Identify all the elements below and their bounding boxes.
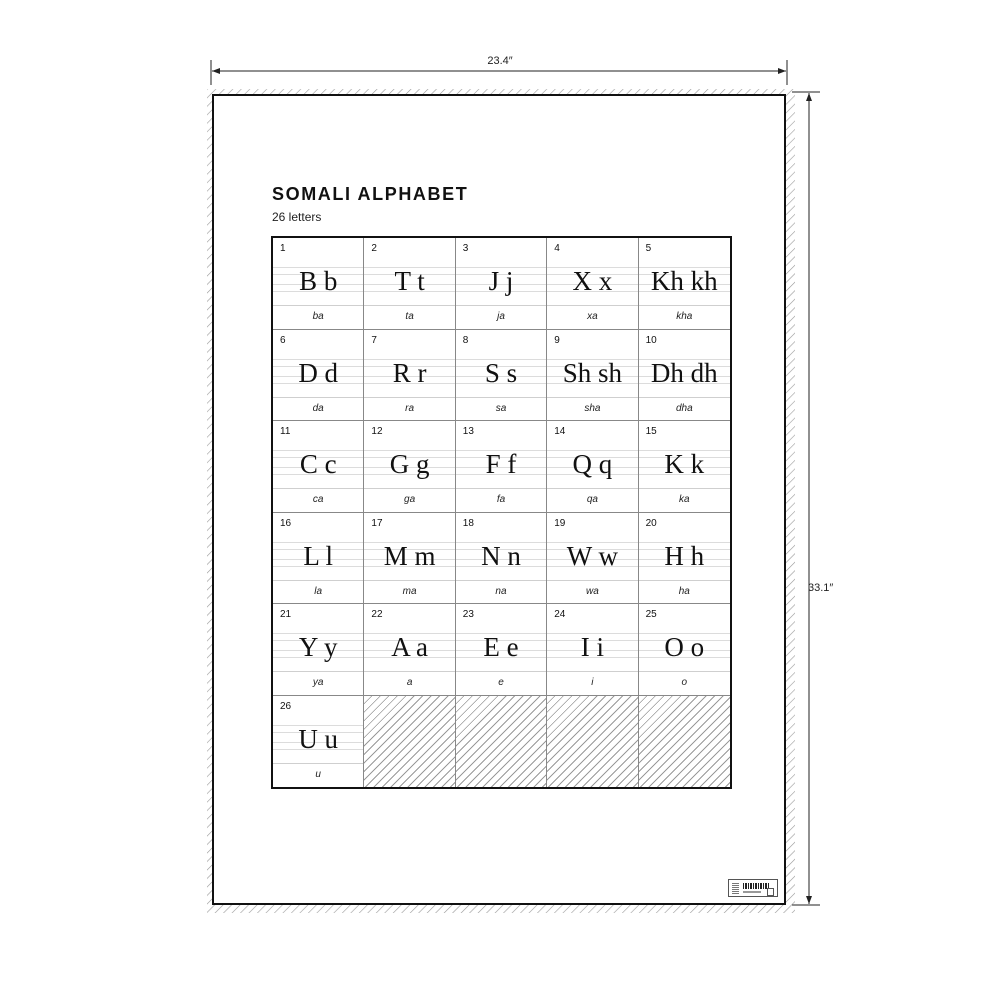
letter-cell — [364, 421, 455, 513]
letter-sound: u — [315, 768, 321, 780]
cell-divider — [547, 305, 637, 306]
cell-divider — [456, 397, 546, 398]
letter-sound: i — [591, 677, 594, 688]
barcode-box-icon — [767, 888, 774, 896]
letter-number: 1 — [280, 243, 286, 254]
letter-sound: e — [498, 677, 504, 688]
letter-glyphs: B b — [299, 266, 338, 296]
height-dimension — [792, 90, 842, 910]
letter-sound: da — [312, 402, 324, 414]
letter-cell — [273, 696, 364, 788]
letter-sound: sa — [495, 402, 507, 414]
letter-number: 23 — [462, 609, 474, 620]
letter-glyphs: H h — [664, 540, 705, 571]
letter-glyphs: Kh kh — [650, 266, 718, 296]
barcode-caption-mark — [743, 891, 761, 893]
letter-number: 4 — [554, 243, 560, 254]
cell-divider — [547, 580, 637, 581]
cell-divider — [639, 397, 730, 398]
cell-divider — [273, 488, 363, 489]
letter-cell — [639, 330, 730, 422]
letter-glyphs: L l — [303, 540, 334, 571]
letter-number: 3 — [462, 243, 469, 254]
letter-sound: fa — [496, 494, 506, 505]
empty-hatched-cell — [639, 696, 730, 788]
letter-cell — [364, 330, 455, 422]
letter-number: 21 — [280, 609, 292, 620]
cell-divider — [273, 763, 363, 764]
letter-number: 10 — [645, 334, 657, 346]
letter-number: 8 — [462, 334, 469, 346]
letter-sound: o — [681, 677, 688, 688]
letter-number: 12 — [371, 426, 383, 437]
letter-cell — [273, 421, 364, 513]
letter-cell — [273, 604, 364, 696]
letter-cell — [364, 604, 455, 696]
cell-divider — [364, 488, 454, 489]
letter-number: 16 — [280, 517, 292, 529]
letter-cell — [456, 330, 547, 422]
letter-glyphs: Dh dh — [650, 357, 718, 388]
letter-glyphs: M m — [383, 540, 436, 571]
letter-number: 20 — [645, 517, 657, 529]
cell-divider — [547, 671, 637, 672]
poster-subtitle: 26 letters — [272, 210, 322, 224]
letter-glyphs: T t — [394, 266, 425, 296]
letter-glyphs: E e — [483, 632, 519, 662]
cell-divider — [547, 397, 637, 398]
letter-cell — [273, 513, 364, 605]
barcode-side-marks — [732, 883, 739, 894]
letter-number: 15 — [645, 426, 657, 437]
letter-glyphs: G g — [389, 449, 430, 479]
letter-sound: dha — [675, 402, 693, 414]
letter-cell — [639, 421, 730, 513]
letter-sound: wa — [585, 585, 599, 597]
letter-sound: ya — [312, 677, 324, 688]
letter-number: 24 — [554, 609, 566, 620]
letter-glyphs: S s — [484, 357, 518, 388]
letter-glyphs: C c — [299, 449, 337, 479]
letter-glyphs: R r — [392, 357, 427, 388]
poster-title: SOMALI ALPHABET — [272, 184, 469, 204]
letter-sound: la — [314, 585, 323, 597]
letter-sound: ca — [312, 494, 324, 505]
cell-divider — [547, 488, 637, 489]
letter-cell — [273, 238, 364, 330]
letter-cell — [273, 330, 364, 422]
cell-divider — [456, 580, 546, 581]
barcode-icon — [743, 883, 769, 889]
letter-cell — [456, 513, 547, 605]
letter-glyphs: F f — [485, 449, 517, 479]
width-dimension — [210, 55, 790, 85]
letter-cell — [547, 330, 638, 422]
poster-sheet — [212, 94, 786, 905]
letter-number: 22 — [371, 609, 383, 620]
letter-glyphs: I i — [580, 632, 605, 662]
letter-number: 26 — [280, 700, 292, 712]
letter-glyphs: O o — [664, 632, 705, 662]
letter-glyphs: A a — [391, 632, 428, 662]
letter-sound: ta — [405, 311, 414, 322]
alphabet-grid — [271, 236, 732, 789]
width-label: 23.4″ — [487, 55, 513, 67]
letter-cell — [547, 238, 638, 330]
letter-sound: ma — [402, 585, 417, 597]
letter-glyphs: Sh sh — [562, 357, 623, 388]
letter-number: 2 — [371, 243, 377, 254]
cell-divider — [273, 397, 363, 398]
letter-number: 17 — [371, 517, 383, 529]
letter-number: 6 — [280, 334, 286, 346]
letter-number: 9 — [554, 334, 560, 346]
cell-divider — [456, 488, 546, 489]
cell-divider — [273, 305, 363, 306]
cell-divider — [364, 397, 454, 398]
cell-divider — [364, 671, 454, 672]
letter-number: 18 — [462, 517, 474, 529]
letter-sound: ja — [497, 311, 505, 322]
letter-cell — [547, 421, 638, 513]
cell-divider — [639, 305, 730, 306]
letter-cell — [364, 513, 455, 605]
letter-cell — [639, 513, 730, 605]
letter-sound: na — [495, 585, 507, 597]
cell-divider — [273, 671, 363, 672]
letter-cell — [456, 604, 547, 696]
letter-sound: ha — [678, 585, 690, 597]
letter-cell — [364, 238, 455, 330]
barcode-label — [728, 879, 778, 897]
cell-divider — [364, 305, 454, 306]
letter-sound: ga — [404, 494, 416, 505]
letter-glyphs: N n — [481, 540, 521, 571]
empty-hatched-cell — [456, 696, 547, 788]
cell-divider — [639, 580, 730, 581]
letter-number: 13 — [462, 426, 474, 437]
letter-glyphs: J j — [488, 266, 514, 296]
height-dimension-line — [792, 90, 842, 910]
letter-sound: kha — [676, 311, 693, 322]
letter-number: 5 — [645, 243, 652, 254]
letter-glyphs: W w — [566, 540, 619, 571]
letter-glyphs: D d — [298, 357, 339, 388]
letter-sound: sha — [584, 402, 601, 414]
empty-hatched-cell — [364, 696, 455, 788]
letter-glyphs: Y y — [298, 632, 338, 662]
letter-cell — [639, 604, 730, 696]
letter-number: 14 — [554, 426, 566, 437]
letter-cell — [639, 238, 730, 330]
letter-sound: ba — [312, 311, 324, 322]
letter-number: 11 — [280, 426, 291, 437]
letter-glyphs: K k — [664, 449, 705, 479]
letter-sound: qa — [586, 494, 598, 505]
letter-cell — [456, 238, 547, 330]
letter-sound: a — [406, 677, 413, 688]
letter-sound: ka — [679, 494, 690, 505]
letter-cell — [547, 513, 638, 605]
cell-divider — [639, 488, 730, 489]
height-label: 33.1″ — [808, 582, 834, 594]
letter-number: 7 — [371, 334, 377, 346]
letter-sound: ra — [405, 402, 415, 414]
letter-glyphs: U u — [298, 723, 339, 754]
cell-divider — [639, 671, 730, 672]
cell-divider — [456, 305, 546, 306]
letter-number: 19 — [554, 517, 566, 529]
letter-sound: xa — [587, 311, 598, 322]
letter-number: 25 — [645, 609, 657, 620]
cell-divider — [456, 671, 546, 672]
cell-divider — [273, 580, 363, 581]
letter-cell — [547, 604, 638, 696]
cell-divider — [364, 580, 454, 581]
letter-glyphs: X x — [572, 266, 613, 296]
empty-hatched-cell — [547, 696, 638, 788]
letter-cell — [456, 421, 547, 513]
letter-glyphs: Q q — [572, 449, 613, 479]
